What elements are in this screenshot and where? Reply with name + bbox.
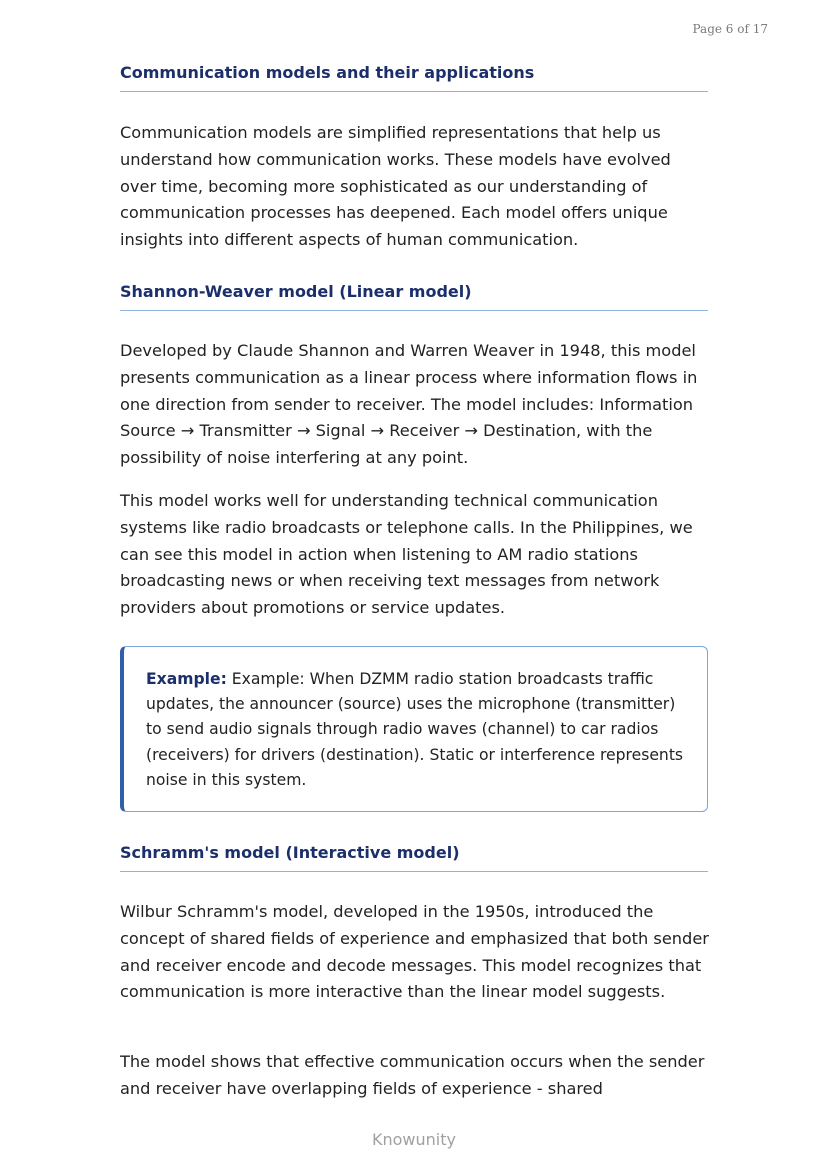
schramm-paragraph-1: Wilbur Schramm's model, developed in the 1950s, introduced the concept of shared fields of experience and emphasized that both sender and receiver encode and decode messages. This model recognizes that communication is more interactive than the linear model suggests. bbox=[120, 902, 709, 1002]
shannon-paragraph-1: Developed by Claude Shannon and Warren Weaver in 1948, this model presents communication as a linear process where information flows in one direction from sender to receiver. The model includes: Information Source → Transmitter → Signal → Receiver → Destination, with the possibility of noise interfering at any point. bbox=[120, 341, 698, 468]
schramm-paragraph-2: The model shows that effective communication occurs when the sender and receiver have overlapping fields of experience - shared bbox=[120, 1052, 705, 1098]
example-text: Example: When DZMM radio station broadcasts traffic updates, the announcer (source) uses the microphone (transmitter) to send audio signals through radio waves (channel) to car radios (receivers) for drivers (destination). Static or interference represents noise in this system. bbox=[146, 670, 684, 789]
section-heading-communication-models: Communication models and their applications bbox=[120, 63, 708, 92]
footer-brand: Knowunity bbox=[372, 1130, 456, 1149]
intro-paragraph: Communication models are simplified representations that help us understand how communication works. These models have evolved over time, becoming more sophisticated as our understanding of communication processes has deepened. Each model offers unique insights into different aspects of human communication. bbox=[120, 123, 671, 250]
example-label: Example: bbox=[146, 670, 227, 688]
shannon-paragraph-2: This model works well for understanding technical communication systems like radio broadcasts or telephone calls. In the Philippines, we can see this model in action when listening to AM radio stations broadcasting news or when receiving text messages from network providers about promotions or service updates. bbox=[120, 491, 693, 618]
page-number: Page 6 of 17 bbox=[692, 22, 768, 36]
section-heading-shannon-weaver: Shannon-Weaver model (Linear model) bbox=[120, 282, 708, 311]
section-heading-schramm: Schramm's model (Interactive model) bbox=[120, 843, 708, 872]
example-callout bbox=[120, 646, 708, 812]
